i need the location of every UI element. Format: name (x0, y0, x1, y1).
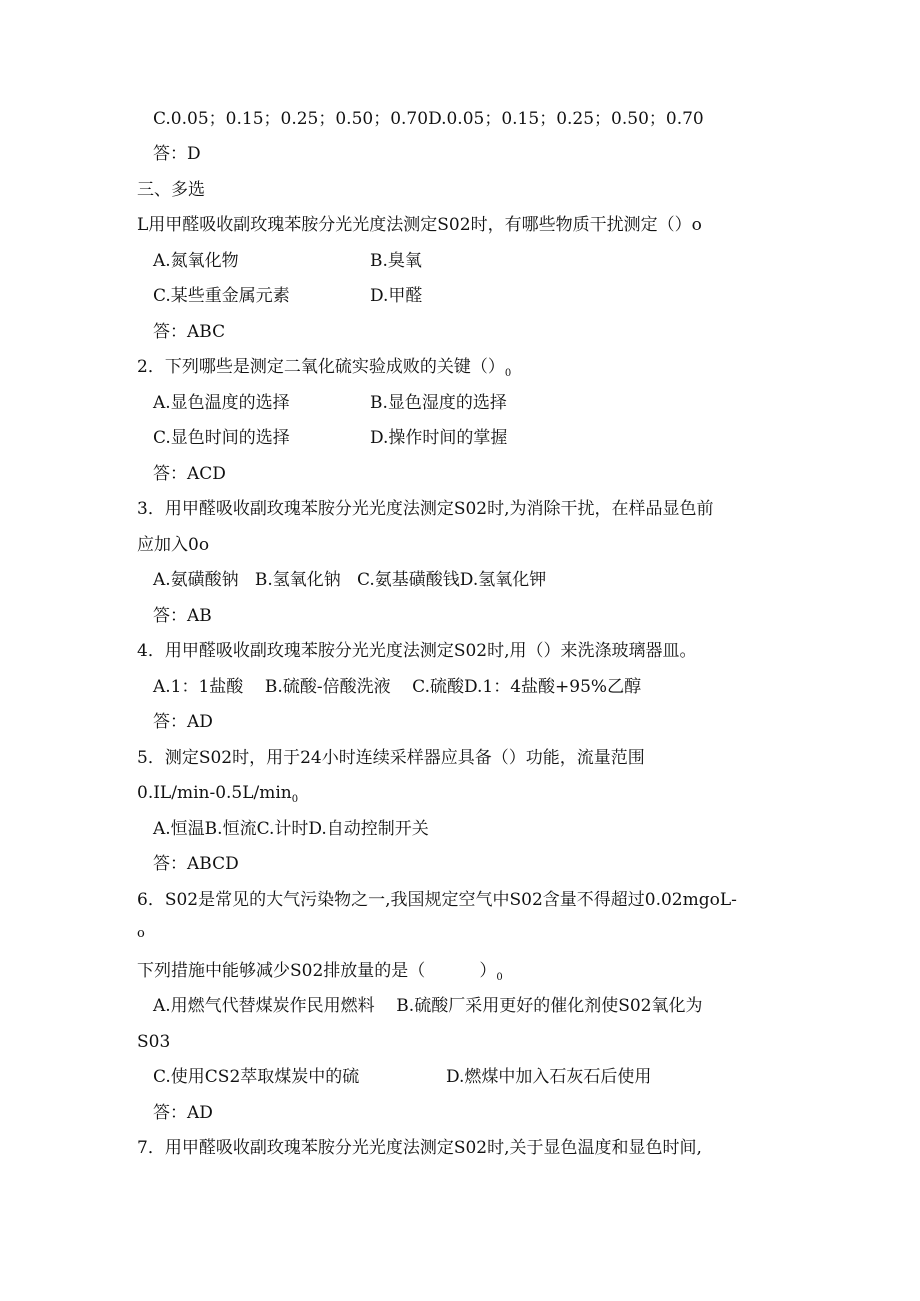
q2-option-c: C.显色时间的选择 (153, 428, 290, 448)
q6-subscript: 0 (496, 972, 503, 983)
answer-line: 答：D (153, 144, 201, 164)
q2-option-b: B.显色湿度的选择 (370, 393, 507, 413)
q4-answer: 答：AD (153, 712, 213, 732)
question-6-line-3 (137, 963, 503, 983)
question-6-line-1: 6．S02是常见的大气污染物之一,我国规定空气中S02含量不得超过0.02mgoL- (137, 890, 737, 910)
question-7: 7．用甲醛吸收副玫瑰苯胺分光光度法测定S02时,关于显色温度和显色时间, (137, 1138, 702, 1158)
question-3-line-1: 3．用甲醛吸收副玫瑰苯胺分光光度法测定S02时,为消除干扰，在样品显色前 (137, 499, 714, 519)
q6-option-d: D.燃煤中加入石灰石后使用 (446, 1067, 652, 1087)
q6-option-a-b: A.用燃气代替煤炭作民用燃料 B.硫酸厂采用更好的催化剂使S02氧化为 (153, 996, 703, 1016)
q1-option-d: D.甲醛 (370, 286, 423, 306)
q5-flow-range: 0.IL/min-0.5L/min (137, 783, 292, 803)
q1-answer: 答：ABC (153, 322, 226, 342)
q2-text: 2．下列哪些是测定二氧化硫实验成败的关键（） (137, 357, 505, 377)
question-4: 4．用甲醛吸收副玫瑰苯胺分光光度法测定S02时,用（）来洗涤玻璃器皿。 (137, 641, 697, 661)
q1-option-b: B.臭氧 (370, 251, 422, 271)
q3-answer: 答：AB (153, 606, 212, 626)
section-heading: 三、多选 (137, 180, 205, 200)
q5-subscript: 0 (291, 794, 299, 805)
q1-option-c: C.某些重金属元素 (153, 286, 290, 306)
q2-subscript: 0 (504, 368, 512, 379)
q2-answer: 答：ACD (153, 464, 226, 484)
q4-options: A.1：1盐酸 B.硫酸-倍酸洗液 C.硫酸D.1：4盐酸+95%乙醇 (153, 677, 642, 697)
q6-option-c: C.使用CS2萃取煤炭中的硫 (153, 1067, 360, 1087)
question-5-line-2 (137, 785, 298, 805)
q5-options: A.恒温B.恒流C.计时D.自动控制开关 (153, 819, 429, 839)
options-line-c-d: C.0.05；0.15；0.25；0.50；0.70D.0.05；0.15；0.25；0.50；0.70 (153, 109, 704, 129)
question-2 (137, 359, 511, 379)
question-6-line-2: o (137, 926, 145, 941)
question-3-line-2: 应加入0o (137, 535, 210, 555)
question-5-line-1: 5．测定S02时，用于24小时连续采样器应具备（）功能，流量范围 (137, 748, 645, 768)
q2-option-a: A.显色温度的选择 (153, 393, 290, 413)
q6-text: 下列措施中能够减少S02排放量的是（ ） (137, 961, 497, 981)
q5-answer: 答：ABCD (153, 854, 239, 874)
q3-options: A.氨磺酸钠 B.氢氧化钠 C.氨基磺酸钱D.氢氧化钾 (153, 570, 547, 590)
q2-option-d: D.操作时间的掌握 (370, 428, 508, 448)
q1-option-a: A.氮氧化物 (153, 251, 239, 271)
q6-answer: 答：AD (153, 1103, 213, 1123)
question-1: L用甲醛吸收副玫瑰苯胺分光光度法测定S02时，有哪些物质干扰测定（）o (137, 215, 702, 235)
q6-option-b-cont: S03 (137, 1032, 171, 1052)
